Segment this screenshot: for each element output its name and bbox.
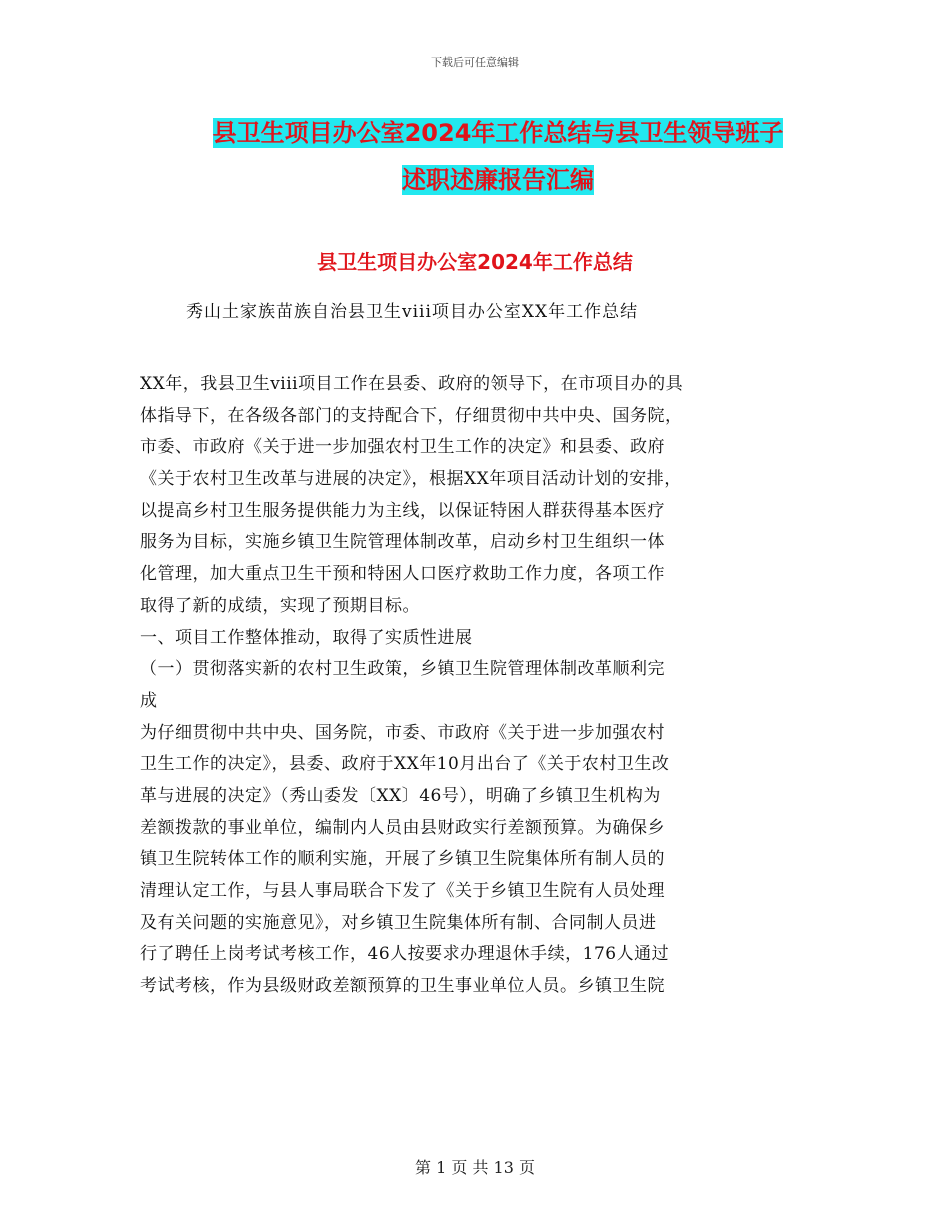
- document-title-line-2: 述职述廉报告汇编: [402, 166, 594, 194]
- subtitle: 秀山土家族苗族自治县卫生viii项目办公室XX年工作总结: [186, 302, 639, 322]
- subsection-heading: （一）贯彻落实新的农村卫生政策，乡镇卫生院管理体制改革顺利完: [140, 659, 665, 680]
- body-line: XX年，我县卫生viii项目工作在县委、政府的领导下，在市项目办的具: [140, 374, 684, 394]
- body-line: 考试考核，作为县级财政差额预算的卫生事业单位人员。乡镇卫生院: [140, 976, 665, 997]
- body-line: 及有关问题的实施意见》，对乡镇卫生院集体所有制、合同制人员进: [140, 912, 657, 933]
- section-title: 县卫生项目办公室2024年工作总结: [317, 250, 633, 274]
- body-line: 差额拨款的事业单位，编制内人员由县财政实行差额预算。为确保乡: [140, 817, 665, 838]
- body-line: 《关于农村卫生改革与进展的决定》，根据XX年项目活动计划的安排，: [140, 469, 682, 490]
- body-line: 镇卫生院转体工作的顺利实施，开展了乡镇卫生院集体所有制人员的: [140, 849, 665, 870]
- page-footer: 第 1 页 共 13 页: [415, 1158, 535, 1177]
- body-line: 卫生工作的决定》，县委、政府于XX年10月出台了《关于农村卫生改: [140, 754, 670, 775]
- body-line: 化管理，加大重点卫生干预和特困人口医疗救助工作力度，各项工作: [140, 564, 665, 585]
- body-line: 体指导下，在各级各部门的支持配合下，仔细贯彻中共中央、国务院，: [140, 405, 683, 426]
- body-line: 清理认定工作，与县人事局联合下发了《关于乡镇卫生院有人员处理: [140, 881, 665, 901]
- body-line: 行了聘任上岗考试考核工作，46人按要求办理退休手续，176人通过: [140, 944, 670, 965]
- page-header-note: 下载后可任意编辑: [431, 56, 519, 69]
- body-text: [140, 369, 820, 1003]
- body-line: 服务为目标，实施乡镇卫生院管理体制改革，启动乡村卫生组织一体: [140, 532, 665, 553]
- body-line: 为仔细贯彻中共中央、国务院，市委、市政府《关于进一步加强农村: [140, 722, 665, 743]
- document-title: [186, 110, 810, 204]
- body-line: 市委、市政府《关于进一步加强农村卫生工作的决定》和县委、政府: [140, 437, 665, 458]
- body-line: 取得了新的成绩，实现了预期目标。: [140, 595, 420, 616]
- section-heading: 一、项目工作整体推动，取得了实质性进展: [140, 627, 473, 648]
- subsection-heading: 成: [140, 690, 158, 711]
- body-line: 以提高乡村卫生服务提供能力为主线，以保证特困人群获得基本医疗: [140, 500, 665, 521]
- document-title-line-1: 县卫生项目办公室2024年工作总结与县卫生领导班子: [212, 119, 784, 147]
- body-line: 革与进展的决定》（秀山委发〔XX〕46号），明确了乡镇卫生机构为: [140, 785, 661, 806]
